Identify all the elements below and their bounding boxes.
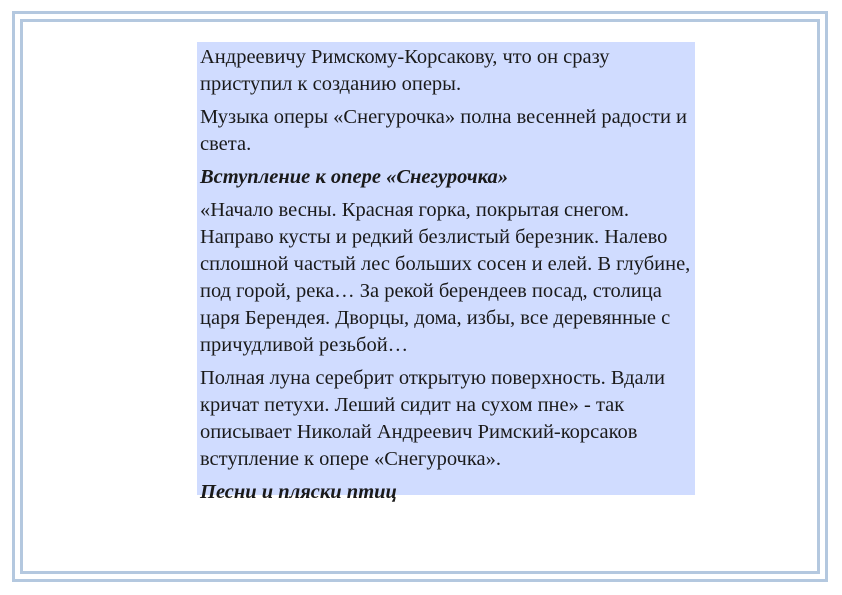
text-box bbox=[197, 42, 695, 503]
paragraph-moon-description: Полная луна серебрит открытую поверхность. Вдали кричат петухи. Леший сидит на сухом пне» - так описывает Николай Андреевич Римский-корсаков вступление к опере «Снегурочка». bbox=[200, 367, 665, 470]
paragraph-spring-description: «Начало весны. Красная горка, покрытая снегом. Направо кусты и редкий безлистый березник. Налево сплошной частый лес больших сосен и елей. В глубине, под горой, река… За рекой берендеев посад, столица царя Берендея. Дворцы, дома, избы, все деревянные с причудливой резьбой… bbox=[200, 199, 691, 356]
heading-bird-songs: Песни и пляски птиц bbox=[200, 481, 397, 503]
paragraph-music: Музыка оперы «Снегурочка» полна весенней радости и света. bbox=[200, 106, 688, 155]
paragraph-intro: Андреевичу Римскому-Корсакову, что он сразу приступил к созданию оперы. bbox=[200, 46, 610, 95]
heading-introduction: Вступление к опере «Снегурочка» bbox=[200, 166, 508, 188]
